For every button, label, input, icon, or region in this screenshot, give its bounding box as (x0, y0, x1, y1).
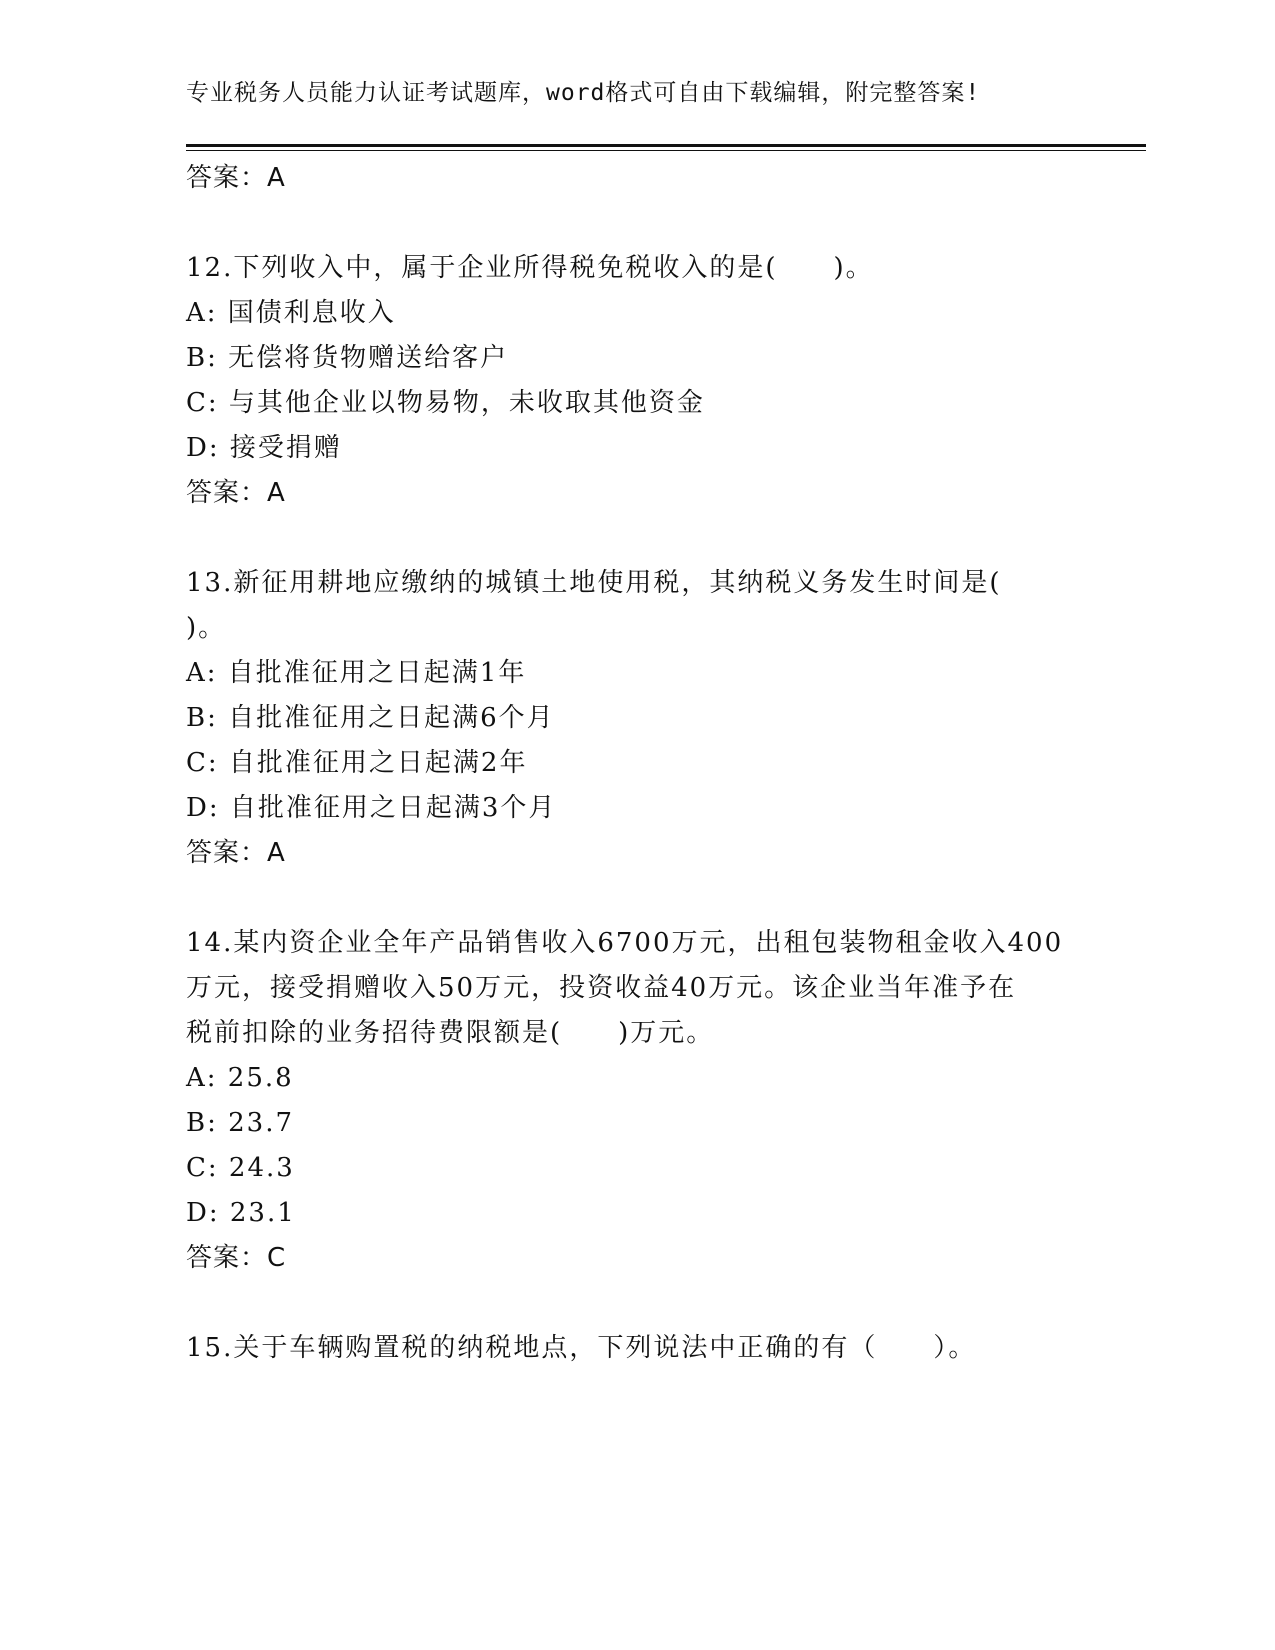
question-block (186, 921, 1086, 1281)
header-rule-thin (186, 150, 1146, 151)
answer-line: 答案：A (186, 838, 286, 868)
answer-line: 答案：C (186, 1243, 287, 1273)
option-c: C: 24.3 (186, 1153, 295, 1183)
question-stem: 12.下列收入中，属于企业所得税免税收入的是( )。 (186, 253, 874, 283)
answer-line: 答案：A (186, 163, 286, 193)
header-rule-thick (186, 144, 1146, 147)
option-b: B: 无偿将货物赠送给客户 (186, 343, 509, 373)
answer-line: 答案：A (186, 478, 286, 508)
option-b: B: 自批准征用之日起满6个月 (186, 703, 555, 733)
question-block (186, 246, 1086, 516)
question-stem: 15.关于车辆购置税的纳税地点，下列说法中正确的有（ ）。 (186, 1333, 977, 1363)
option-c: C: 与其他企业以物易物，未收取其他资金 (186, 388, 705, 418)
spacer (186, 876, 1086, 921)
question-content (186, 156, 1086, 1371)
option-a: A: 国债利息收入 (186, 298, 396, 328)
option-a: A: 自批准征用之日起满1年 (186, 658, 527, 688)
spacer (186, 201, 1086, 246)
question-stem: 13.新征用耕地应缴纳的城镇土地使用税，其纳税义务发生时间是( (186, 568, 1002, 598)
question-block (186, 561, 1086, 876)
question-stem: )。 (186, 613, 227, 643)
question-stem: 万元，接受捐赠收入50万元，投资收益40万元。该企业当年准予在 (186, 973, 1017, 1003)
spacer (186, 516, 1086, 561)
option-d: D: 接受捐赠 (186, 433, 342, 463)
option-c: C: 自批准征用之日起满2年 (186, 748, 528, 778)
option-d: D: 自批准征用之日起满3个月 (186, 793, 557, 823)
option-b: B: 23.7 (186, 1108, 295, 1138)
question-stem: 税前扣除的业务招待费限额是( )万元。 (186, 1018, 715, 1048)
page-header: 专业税务人员能力认证考试题库，word格式可自由下载编辑，附完整答案! (186, 80, 981, 106)
question-block (186, 1326, 1086, 1371)
option-a: A: 25.8 (186, 1063, 294, 1093)
spacer (186, 1281, 1086, 1326)
question-stem: 14.某内资企业全年产品销售收入6700万元，出租包装物租金收入400 (186, 928, 1064, 958)
option-d: D: 23.1 (186, 1198, 296, 1228)
